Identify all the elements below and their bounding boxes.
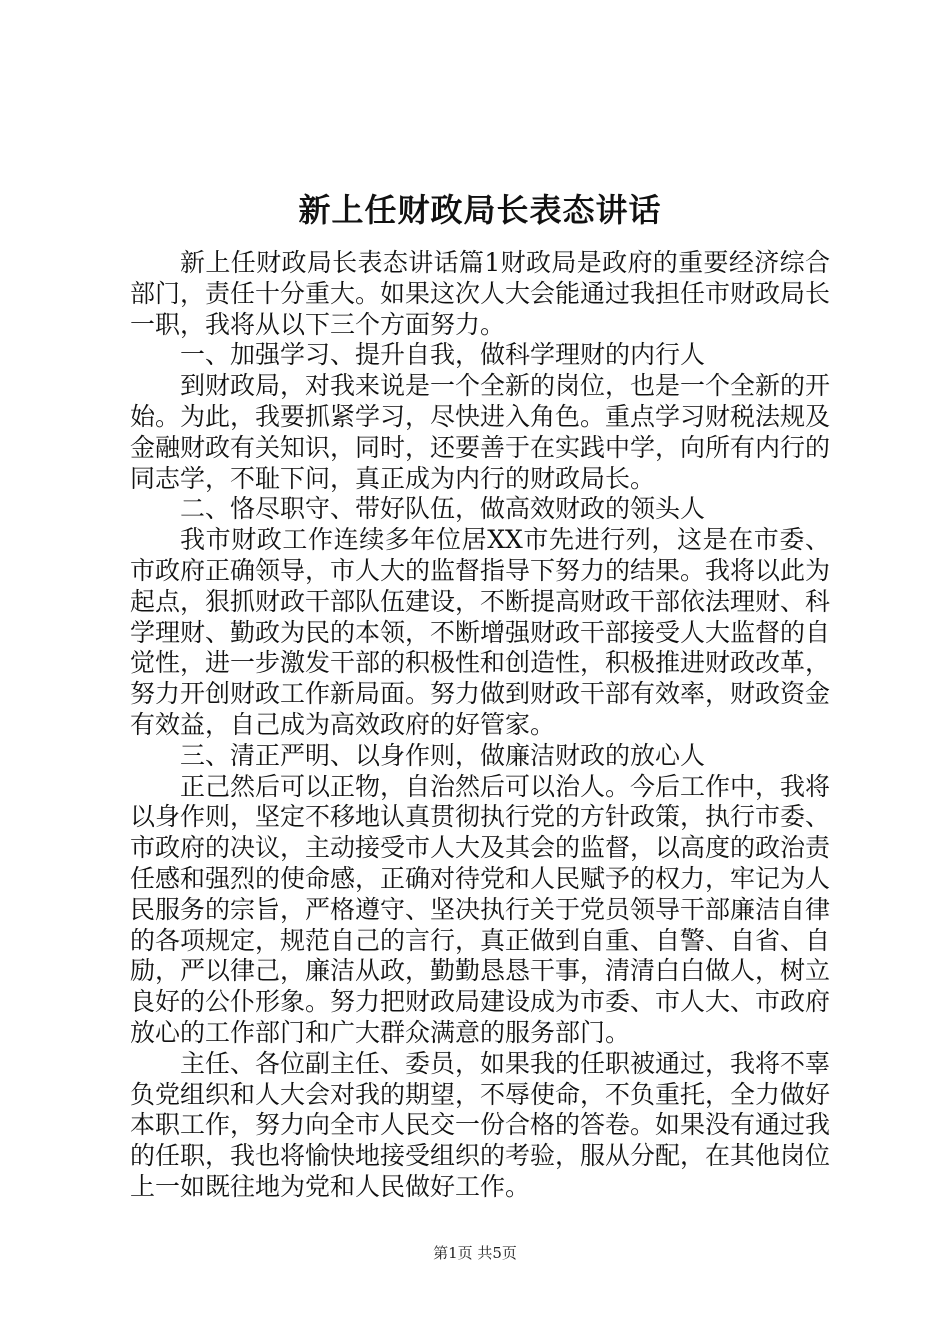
document-title: 新上任财政局长表态讲话 bbox=[298, 191, 662, 229]
page-footer: 第1页 共5页 bbox=[433, 1244, 517, 1262]
section-heading-3: 三、清正严明、以身作则，做廉洁财政的放心人 bbox=[180, 740, 706, 770]
section-body-2: 我市财政工作连续多年位居XX市先进行列，这是在市委、市政府正确领导，市人大的监督指导下努力的结果。我将以此为起点，狠抓财政干部队伍建设，不断提高财政干部依法理财、科学理财、勤政为民的本领，不断增强财政干部接受人大监督的自觉性，进一步激发干部的积极性和创造性，积极推进财政改革，努力开创财政工作新局面。努力做到财政干部有效率，财政资金有效益，自己成为高效政府的好管家。 bbox=[130, 525, 831, 739]
section-body-1: 到财政局，对我来说是一个全新的岗位，也是一个全新的开始。为此，我要抓紧学习，尽快进入角色。重点学习财税法规及金融财政有关知识，同时，还要善于在实践中学，向所有内行的同志学，不耻下问，真正成为内行的财政局长。 bbox=[130, 371, 831, 493]
closing-paragraph: 主任、各位副主任、委员，如果我的任职被通过，我将不辜负党组织和人大会对我的期望，不辱使命，不负重托，全力做好本职工作，努力向全市人民交一份合格的答卷。如果没有通过我的任职，我也将愉快地接受组织的考验，服从分配，在其他岗位上一如既往地为党和人民做好工作。 bbox=[130, 1048, 831, 1201]
document-page bbox=[130, 184, 830, 1203]
intro-paragraph: 新上任财政局长表态讲话篇1财政局是政府的重要经济综合部门，责任十分重大。如果这次人大会能通过我担任市财政局长一职，我将从以下三个方面努力。 bbox=[130, 248, 831, 339]
section-heading-1: 一、加强学习、提升自我，做科学理财的内行人 bbox=[180, 340, 706, 370]
section-body-3: 正己然后可以正物，自治然后可以治人。今后工作中，我将以身作则，坚定不移地认真贯彻执行党的方针政策，执行市委、市政府的决议，主动接受市人大及其会的监督，以高度的政治责任感和强烈的使命感，正确对待党和人民赋予的权力，牢记为人民服务的宗旨，严格遵守、坚决执行关于党员领导干部廉洁自律的各项规定，规范自己的言行，真正做到自重、自警、自省、自励，严以律己，廉洁从政，勤勤恳恳干事，清清白白做人，树立良好的公仆形象。努力把财政局建设成为市委、市人大、市政府放心的工作部门和广大群众满意的服务部门。 bbox=[130, 771, 831, 1047]
section-heading-2: 二、恪尽职守、带好队伍，做高效财政的领头人 bbox=[180, 494, 706, 524]
